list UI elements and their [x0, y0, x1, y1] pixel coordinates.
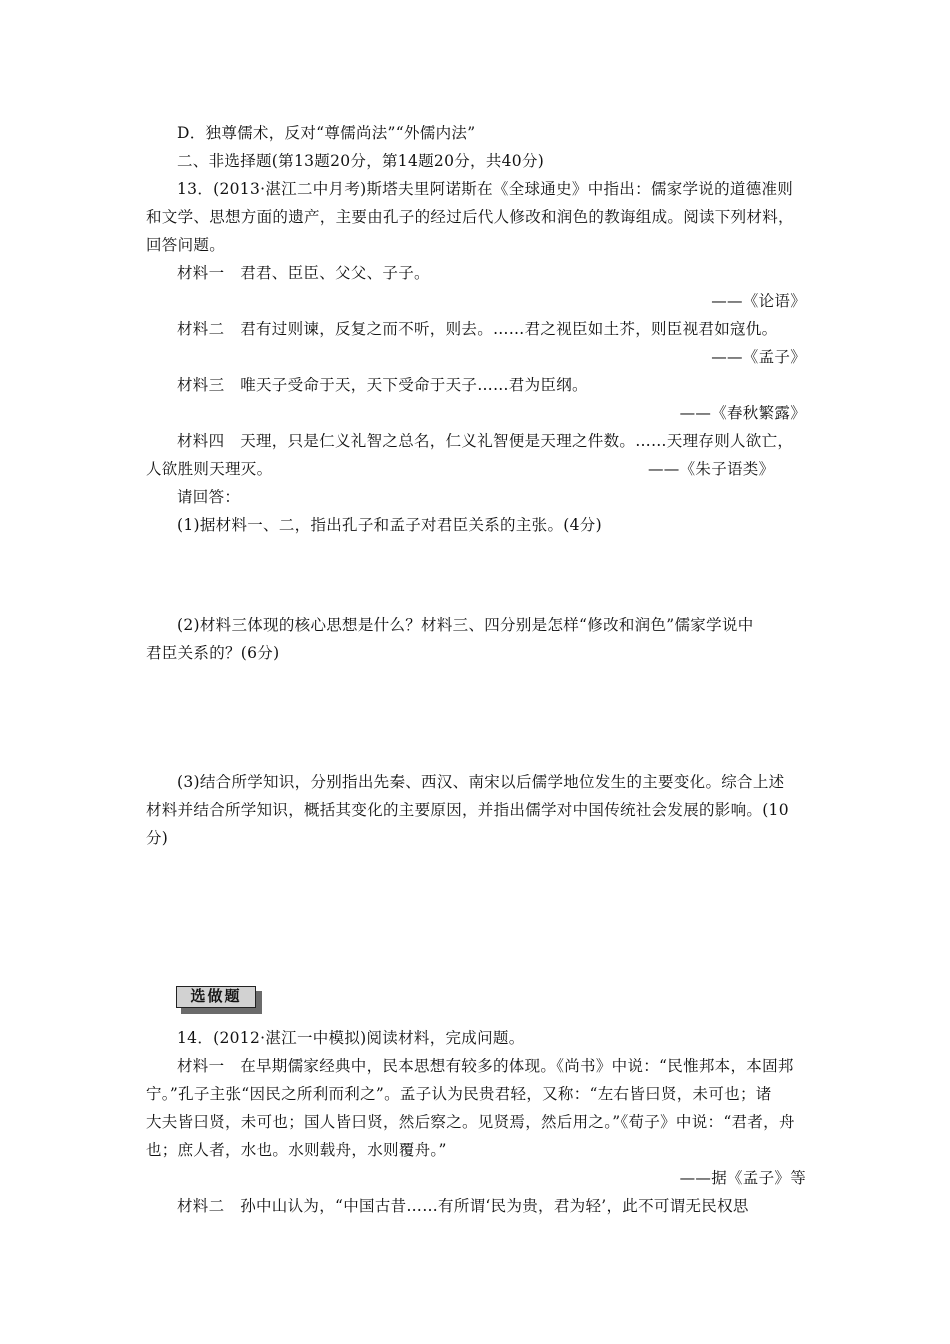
optional-section-badge [176, 986, 262, 1014]
sub-question-3: (3)结合所学知识，分别指出先秦、西汉、南宋以后儒学地位发生的主要变化。综合上述 [177, 773, 785, 791]
sub-question-3-end: 分) [146, 829, 169, 847]
optional-section-label: 选做题 [176, 986, 256, 1008]
q14-material-1-line-2: 宁。”孔子主张“因民之所利而利之”。孟子认为民贵君轻，又称：“左右皆曰贤，未可也；诸 [146, 1085, 772, 1103]
section-heading: 二、非选择题(第13题20分，第14题20分，共40分) [177, 152, 545, 170]
sub-question-3-cont: 材料并结合所学知识，概括其变化的主要原因，并指出儒学对中国传统社会发展的影响。(10 [146, 801, 789, 819]
question-13-stem-cont: 和文学、思想方面的遗产，主要由孔子的经过后代人修改和润色的教诲组成。阅读下列材料， [146, 208, 794, 226]
q14-material-1-line-3: 大夫皆曰贤，未可也；国人皆曰贤，然后察之。见贤焉，然后用之。”《荀子》中说：“君者，舟 [146, 1113, 795, 1131]
q14-material-1: 材料一 在早期儒家经典中，民本思想有较多的体现。《尚书》中说：“民惟邦本，本固邦 [177, 1057, 794, 1075]
material-1: 材料一 君君、臣臣、父父、子子。 [177, 264, 430, 282]
q14-material-1-source: ——据《孟子》等 [679, 1169, 806, 1187]
question-13-stem: 13．(2013·湛江二中月考)斯塔夫里阿诺斯在《全球通史》中指出：儒家学说的道德准则 [177, 180, 794, 198]
question-13-stem-end: 回答问题。 [146, 236, 226, 254]
material-4: 材料四 天理，只是仁义礼智之总名，仁义礼智便是天理之件数。……天理存则人欲亡， [177, 432, 794, 450]
material-4-source: ——《朱子语类》 [648, 460, 775, 478]
material-3-source: ——《春秋繁露》 [679, 404, 806, 422]
q14-material-2: 材料二 孙中山认为，“中国古昔……有所谓‘民为贵，君为轻’，此不可谓无民权思 [177, 1197, 749, 1215]
material-2: 材料二 君有过则谏，反复之而不听，则去。……君之视臣如土芥，则臣视君如寇仇。 [177, 320, 778, 338]
material-4-cont: 人欲胜则天理灭。 [146, 460, 273, 478]
material-3: 材料三 唯天子受命于天，天下受命于天子……君为臣纲。 [177, 376, 588, 394]
q14-material-1-line-4: 也；庶人者，水也。水则载舟，水则覆舟。” [146, 1141, 447, 1159]
question-14-stem: 14．(2012·湛江一中模拟)阅读材料，完成问题。 [177, 1029, 525, 1047]
sub-question-2-cont: 君臣关系的？(6分) [146, 644, 280, 662]
material-2-source: ——《孟子》 [711, 348, 806, 366]
material-1-source: ——《论语》 [711, 292, 806, 310]
option-d: D．独尊儒术，反对“尊儒尚法”“外儒内法” [177, 124, 476, 142]
sub-question-1: (1)据材料一、二，指出孔子和孟子对君臣关系的主张。(4分) [177, 516, 602, 534]
answer-prompt: 请回答： [177, 488, 241, 506]
sub-question-2: (2)材料三体现的核心思想是什么？材料三、四分别是怎样“修改和润色”儒家学说中 [177, 616, 754, 634]
